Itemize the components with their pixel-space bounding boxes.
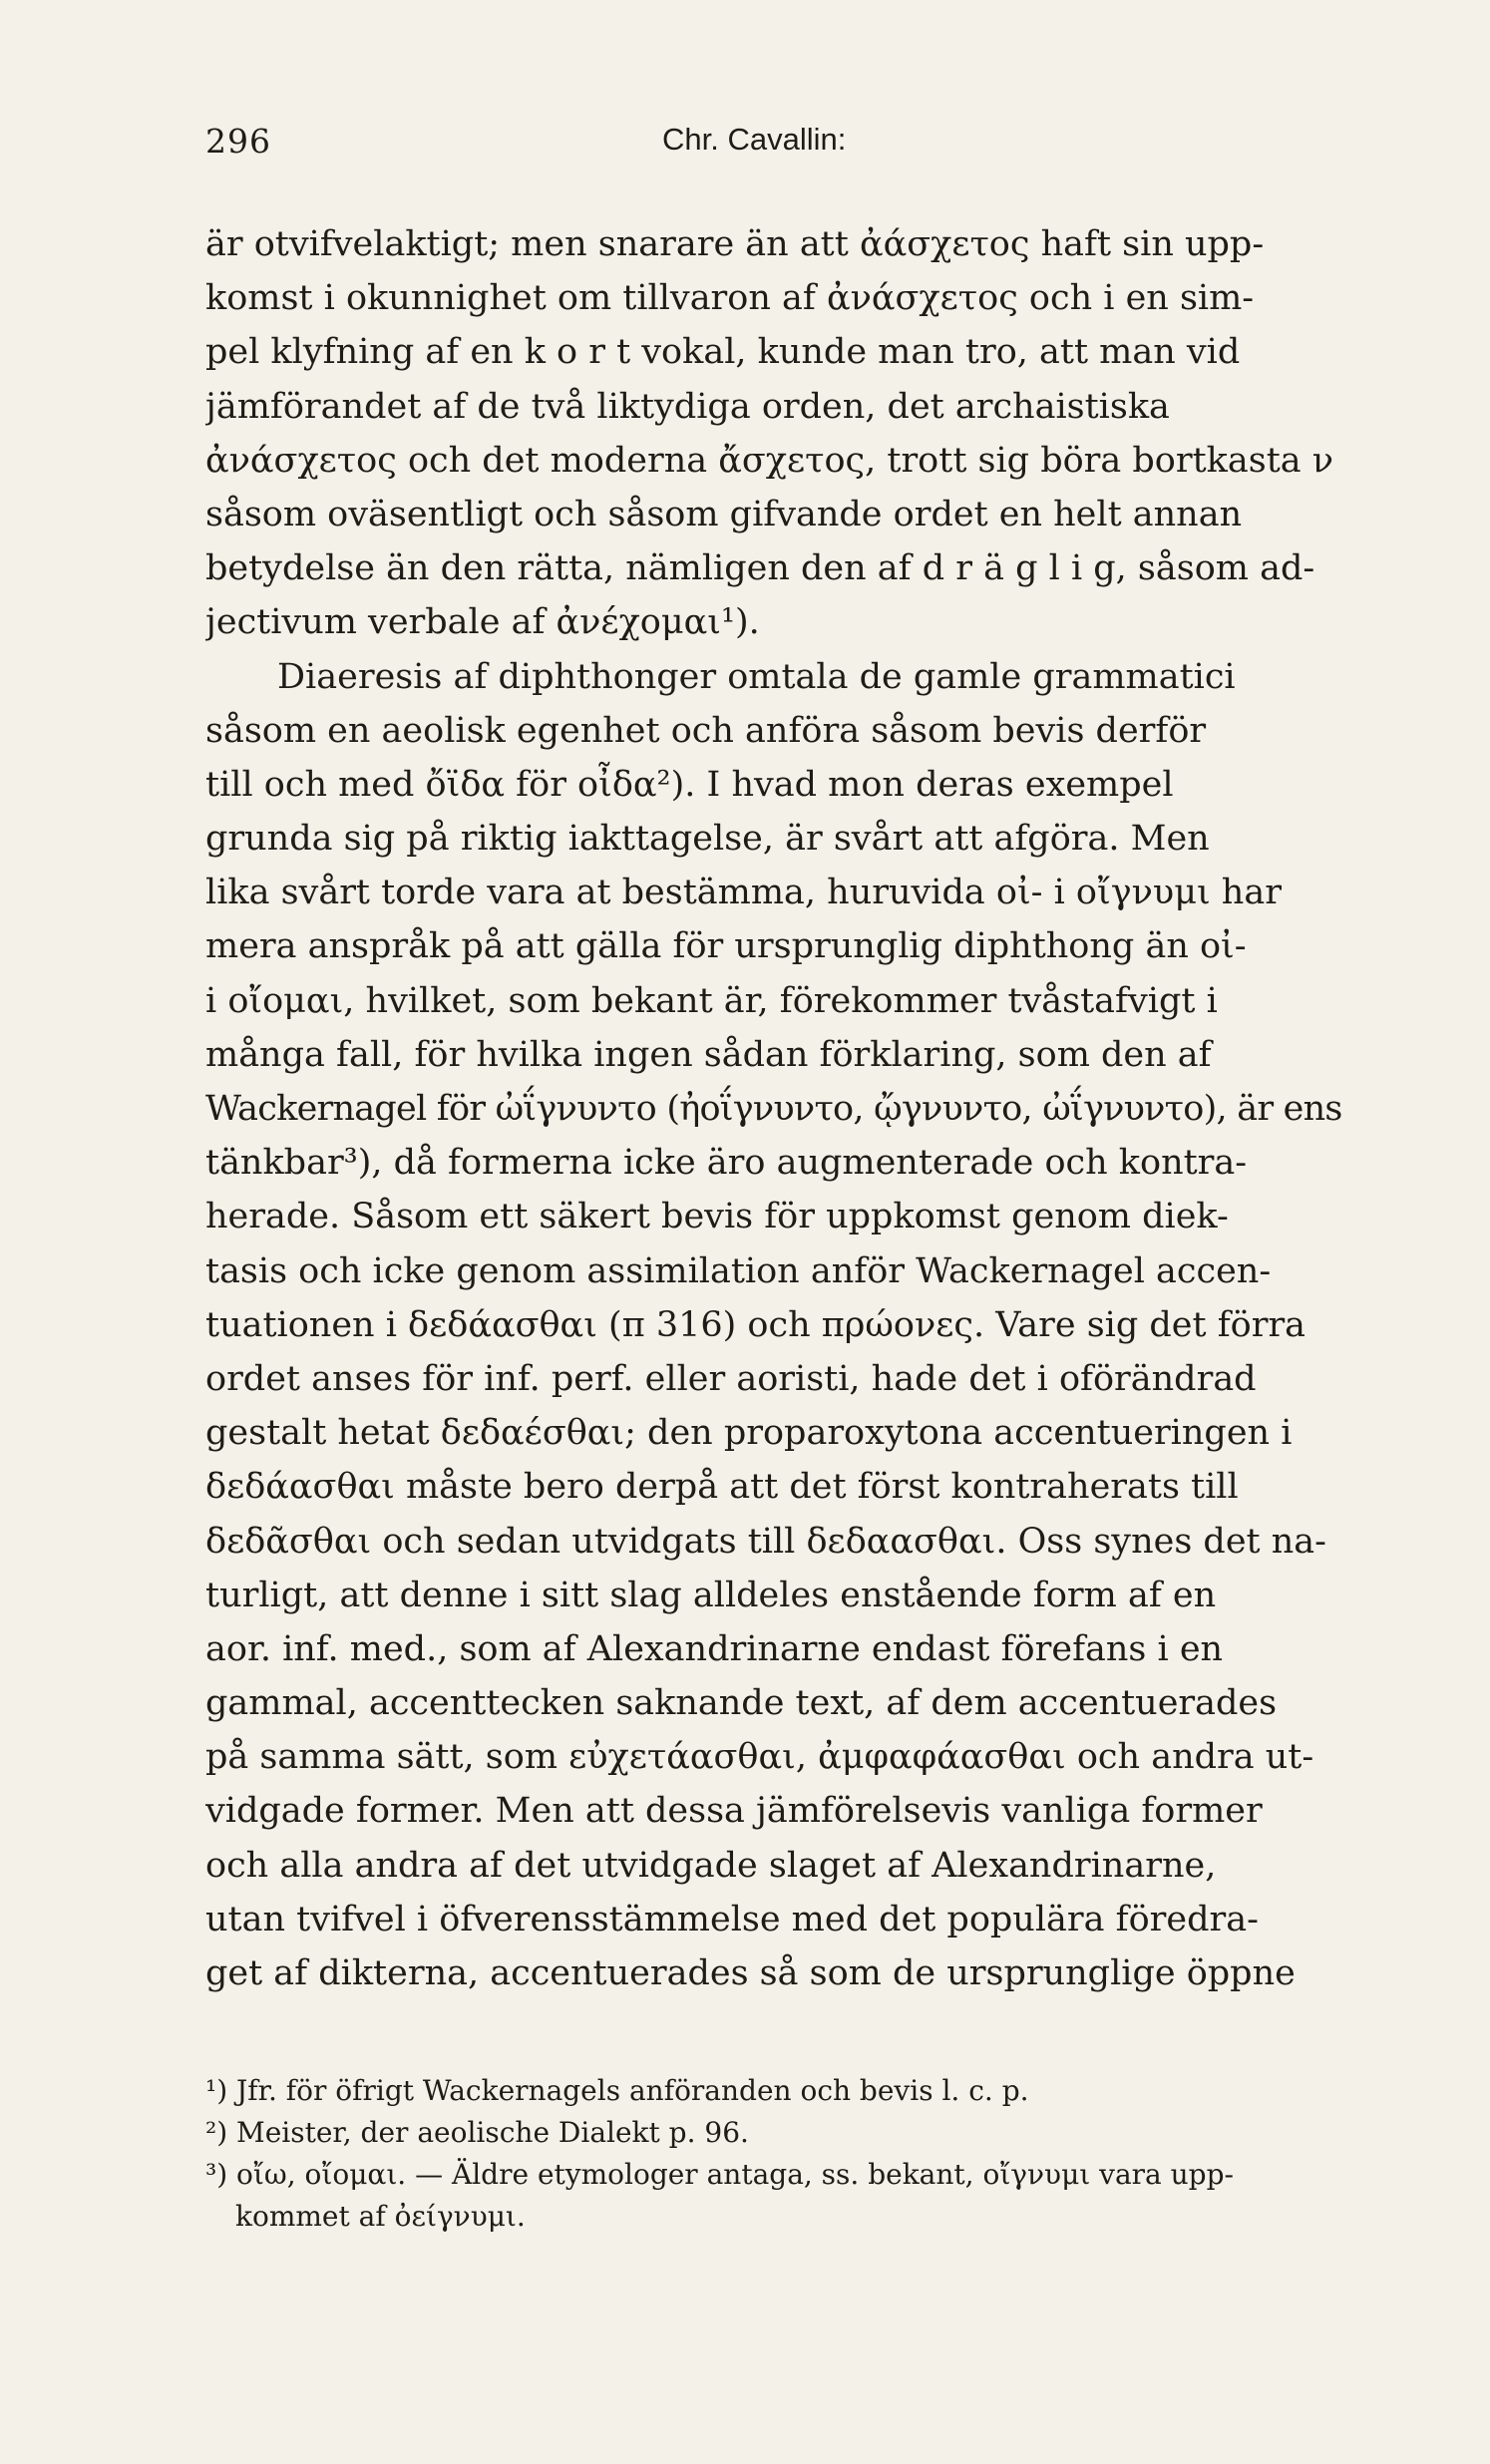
text-line: i οἴομαι, hvilket, som bekant är, förekommer tvåstafvigt i: [205, 980, 1218, 1021]
text-line: på samma sätt, som εὐχετάασθαι, ἀμφαφάασθαι och andra ut-: [205, 1737, 1314, 1778]
text-line: get af dikterna, accentuerades så som de ursprunglige öppne: [205, 1953, 1296, 1993]
text-line: och alla andra af det utvidgade slaget af Alexandrinarne,: [205, 1845, 1217, 1886]
text-line: tasis och icke genom assimilation anför Wackernagel accen-: [205, 1250, 1272, 1291]
footnote-2: ²) Meister, der aeolische Dialekt p. 96.: [205, 2116, 749, 2149]
text-line: jectivum verbale af ἀνέχομαι¹).: [205, 602, 760, 643]
text-line: ἀνάσχετος och det moderna ἄσχετος, trott sig böra bortkasta ν: [205, 440, 1334, 481]
running-head: Chr. Cavallin:: [662, 122, 847, 157]
text-line: såsom oväsentligt och såsom gifvande ordet en helt annan: [205, 494, 1243, 534]
text-line: grunda sig på riktig iakttagelse, är svårt att afgöra. Men: [205, 819, 1210, 860]
text-line: utan tvifvel i öfverensstämmelse med det populära föredra-: [205, 1899, 1259, 1939]
text-line: betydelse än den rätta, nämligen den af d r ä g l i g, såsom ad-: [205, 548, 1315, 589]
text-line: lika svårt torde vara at bestämma, huruvida οἰ- i οἴγνυμι har: [205, 873, 1282, 913]
text-line: tuationen i δεδάασθαι (π 316) och πρώονες. Vare sig det förra: [205, 1304, 1306, 1345]
text-line: vidgade former. Men att dessa jämförelsevis vanliga former: [205, 1791, 1263, 1832]
text-line: komst i okunnighet om tillvaron af ἀνάσχετος och i en sim-: [205, 278, 1255, 319]
text-line: tänkbar³), då formerna icke äro augmenterade och kontra-: [205, 1143, 1248, 1184]
footnote-3: ³) οἴω, οἴομαι. — Äldre etymologer antaga, ss. bekant, οἴγνυμι vara upp-: [205, 2158, 1234, 2191]
page-number: 296: [205, 122, 271, 161]
text-line: pel klyfning af en k o r t vokal, kunde man tro, att man vid: [205, 332, 1241, 373]
text-line: aor. inf. med., som af Alexandrinarne endast förefans i en: [205, 1628, 1224, 1669]
page-header: [205, 122, 1342, 172]
text-line: Wackernagel för ὠΐγνυντο (ἠοΐγνυντο, ᾤγνυντο, ὠΐγνυντο), är ens: [205, 1089, 1342, 1129]
text-line: ordet anses för inf. perf. eller aoristi, hade det i oförändrad: [205, 1358, 1257, 1399]
text-line: är otvifvelaktigt; men snarare än att ἀάσχετος haft sin upp-: [205, 224, 1265, 264]
text-line: många fall, för hvilka ingen sådan förklaring, som den af: [205, 1034, 1212, 1075]
footnote-3-continuation: kommet af ὀείγνυμι.: [235, 2200, 526, 2233]
text-line: mera anspråk på att gälla för ursprunglig diphthong än οἰ-: [205, 926, 1247, 967]
text-line: Diaeresis af diphthonger omtala de gamle grammatici: [277, 656, 1236, 697]
text-line: δεδάασθαι måste bero derpå att det först kontraherats till: [205, 1467, 1239, 1508]
text-line: turligt, att denne i sitt slag alldeles enstående form af en: [205, 1575, 1217, 1615]
main-text: [205, 217, 1342, 2000]
text-line: δεδᾶσθαι och sedan utvidgats till δεδαασθαι. Oss synes det na-: [205, 1521, 1326, 1562]
text-line: såsom en aeolisk egenhet och anföra såsom bevis derför: [205, 710, 1207, 751]
text-line: gammal, accenttecken saknande text, af dem accentuerades: [205, 1683, 1278, 1724]
text-line: herade. Såsom ett säkert bevis för uppkomst genom diek-: [205, 1197, 1229, 1237]
text-line: jämförandet af de två liktydiga orden, det archaistiska: [205, 386, 1170, 427]
footnotes: [205, 2070, 1342, 2238]
text-line: gestalt hetat δεδαέσθαι; den proparoxytona accentueringen i: [205, 1413, 1293, 1454]
text-line: till och med ὄϊδα för οἶδα²). I hvad mon deras exempel: [205, 764, 1174, 805]
footnote-1: ¹) Jfr. för öfrigt Wackernagels anföranden och bevis l. c. p.: [205, 2074, 1029, 2107]
